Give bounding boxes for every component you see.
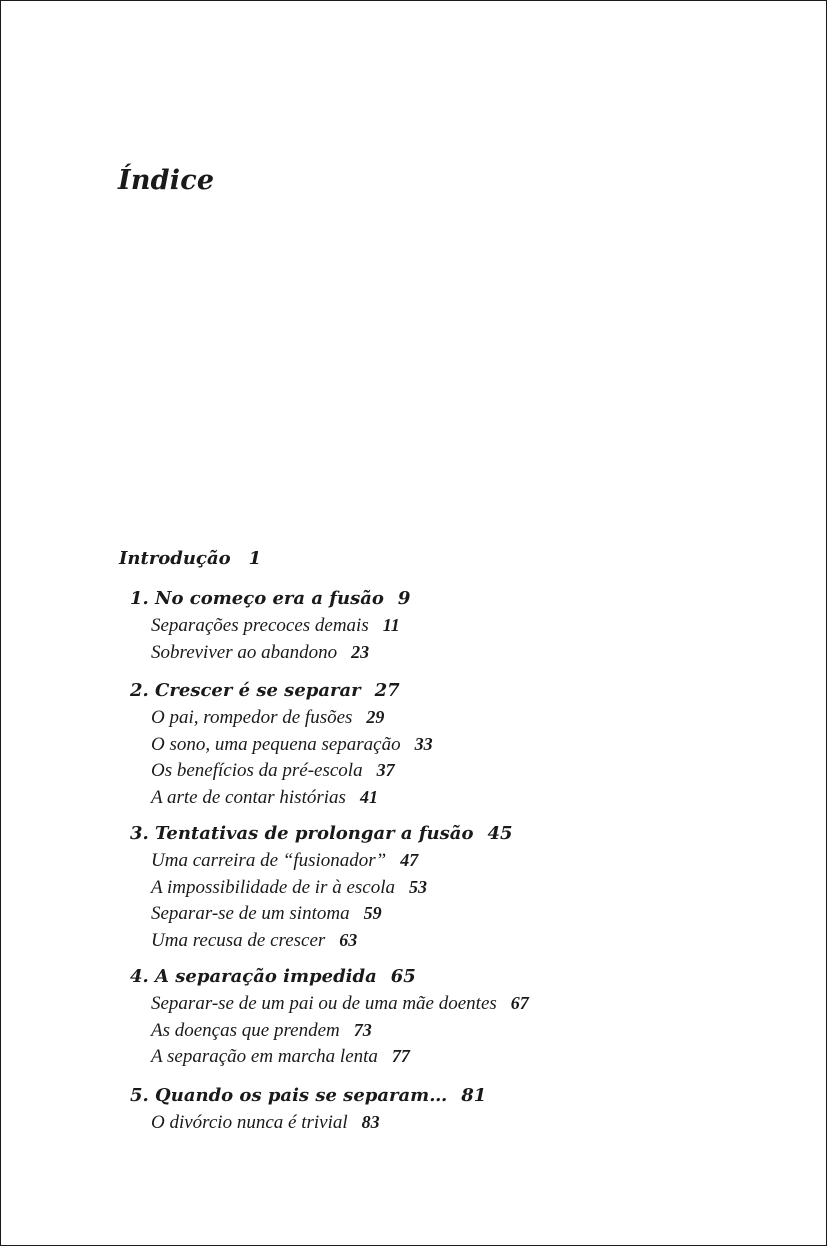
toc-section <box>130 927 513 954</box>
toc-section-page: 11 <box>382 615 400 635</box>
toc-section-label: A arte de contar histórias <box>151 786 346 808</box>
toc-section <box>130 1043 529 1070</box>
toc-intro-entry <box>119 548 261 569</box>
toc-section-page: 59 <box>363 903 382 923</box>
toc-section <box>130 731 433 758</box>
toc-section-label: As doenças que prendem <box>151 1019 340 1041</box>
toc-section-label: Sobreviver ao abandono <box>151 641 338 663</box>
toc-section <box>130 990 529 1017</box>
toc-chapter <box>130 678 433 810</box>
page-title: Índice <box>118 165 215 196</box>
toc-chapter-page: 45 <box>487 823 513 844</box>
toc-chapter-heading <box>130 1083 486 1109</box>
toc-section-label: Separações precoces demais <box>151 615 369 636</box>
toc-section-page: 41 <box>359 786 378 807</box>
toc-section-label: O pai, rompedor de fusões <box>151 707 353 728</box>
toc-section-label: O divórcio nunca é trivial <box>151 1112 348 1133</box>
toc-chapter-heading <box>130 678 433 704</box>
toc-section <box>130 1017 529 1044</box>
toc-section <box>130 874 513 901</box>
toc-section <box>130 784 433 811</box>
toc-section <box>130 612 410 639</box>
toc-section-label: Os benefícios da pré-escola <box>151 760 363 781</box>
toc-chapter <box>130 964 529 1070</box>
toc-chapter-heading <box>130 964 529 990</box>
toc-chapter <box>130 586 410 665</box>
toc-section <box>130 847 513 874</box>
toc-chapter-heading <box>130 821 513 847</box>
toc-section <box>130 900 513 927</box>
toc-chapter <box>130 1083 486 1136</box>
toc-section-page: 47 <box>400 850 419 870</box>
toc-section-page: 23 <box>351 641 370 662</box>
toc-section-page: 83 <box>361 1112 380 1132</box>
toc-chapter-page: 65 <box>390 966 416 987</box>
toc-chapter-label: 4. A separação impedida <box>130 966 377 987</box>
toc-section-page: 29 <box>366 707 385 727</box>
toc-chapter-label: 5. Quando os pais se separam… <box>130 1085 448 1106</box>
toc-section-page: 77 <box>391 1046 410 1066</box>
toc-intro-page: 1 <box>248 548 262 569</box>
toc-section-label: Separar-se de um pai ou de uma mãe doentes <box>151 993 497 1014</box>
toc-section <box>130 757 433 784</box>
toc-chapter-label: 2. Crescer é se separar <box>130 680 361 701</box>
toc-intro-label: Introdução <box>119 548 231 569</box>
toc-section <box>130 639 410 666</box>
toc-section-page: 63 <box>339 929 358 950</box>
toc-chapter <box>130 821 513 953</box>
toc-section-label: Separar-se de um sintoma <box>151 903 350 924</box>
toc-chapter-page: 27 <box>374 680 400 701</box>
toc-chapter-label: 1. No começo era a fusão <box>130 588 384 609</box>
toc-section <box>130 704 433 731</box>
toc-section-label: Uma recusa de crescer <box>151 929 326 951</box>
toc-section-page: 37 <box>376 760 395 780</box>
toc-chapter-heading <box>130 586 410 612</box>
toc-section-page: 33 <box>414 733 433 754</box>
toc-section-label: A separação em marcha lenta <box>151 1046 378 1067</box>
toc-section-page: 67 <box>510 993 529 1013</box>
toc-chapter-label: 3. Tentativas de prolongar a fusão <box>130 823 474 844</box>
toc-chapter-page: 9 <box>397 588 411 609</box>
toc-section-label: A impossibilidade de ir à escola <box>151 876 395 898</box>
toc-section <box>130 1109 486 1136</box>
toc-section-page: 53 <box>409 876 427 897</box>
toc-section-page: 73 <box>353 1019 372 1040</box>
toc-chapter-page: 81 <box>461 1085 487 1106</box>
toc-section-label: Uma carreira de “fusionador” <box>151 850 387 871</box>
toc-section-label: O sono, uma pequena separação <box>151 733 401 755</box>
